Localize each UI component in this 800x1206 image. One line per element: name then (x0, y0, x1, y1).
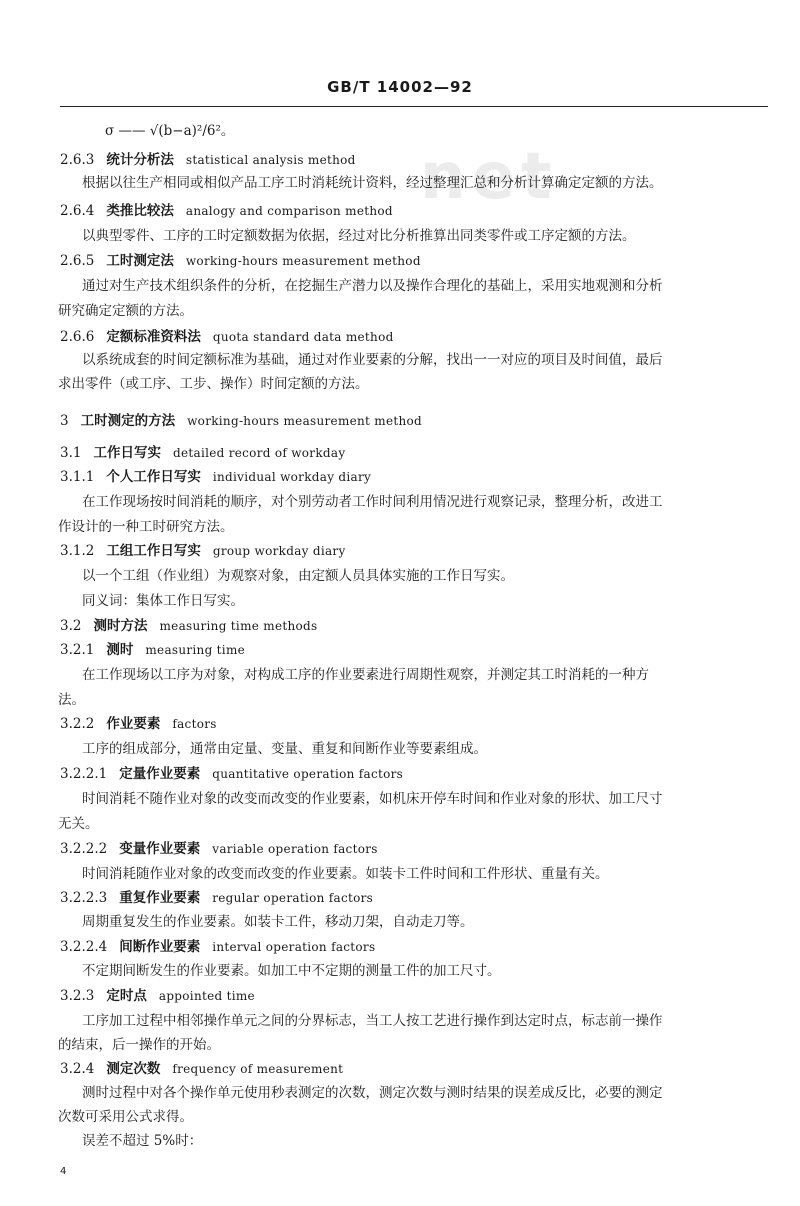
section-number: 3.1.1 (60, 469, 95, 485)
paragraph-line: 的结束，后一操作的开始。 (58, 1037, 220, 1053)
section-title-cn: 工时测定法 (106, 253, 174, 269)
section-number: 2.6.5 (60, 253, 95, 269)
section-number: 2.6.3 (60, 152, 95, 168)
section-title-en: frequency of measurement (172, 1062, 344, 1076)
section-title-en: statistical analysis method (185, 153, 356, 167)
formula-line: σ —— √(b−a)²/6²。 (105, 123, 235, 139)
section-heading (60, 328, 394, 346)
section-heading (60, 938, 375, 956)
paragraph-line: 工序加工过程中相邻操作单元之间的分界标志，当工人按工艺进行操作到达定时点，标志前一操作 (82, 1013, 663, 1029)
paragraph-line: 不定期间断发生的作业要素。如加工中不定期的测量工件的加工尺寸。 (82, 963, 501, 979)
section-title-en: detailed record of workday (172, 446, 346, 460)
section-title-en: interval operation factors (212, 940, 376, 954)
section-title-cn: 工作日写实 (93, 445, 161, 461)
paragraph-line: 误差不超过 5%时： (82, 1133, 203, 1149)
section-heading (60, 1060, 343, 1078)
section-title-cn: 工组工作日写实 (106, 543, 201, 559)
section-number: 3.2.4 (60, 1061, 95, 1077)
section-title-en: quota standard data method (212, 330, 394, 344)
section-title-en: appointed time (158, 989, 255, 1003)
section-number: 3.2.2 (60, 716, 95, 732)
section-title-en: group workday diary (212, 544, 346, 558)
paragraph-line: 作设计的一种工时研究方法。 (58, 519, 234, 535)
section-title-en: quantitative operation factors (212, 767, 404, 781)
section-title-cn: 测时 (106, 642, 134, 658)
section-title-cn: 测定次数 (106, 1061, 161, 1077)
section-title-cn: 间断作业要素 (119, 939, 201, 955)
section-heading (60, 444, 345, 462)
section-number: 2.6.4 (60, 203, 95, 219)
section-title-cn: 定额标准资料法 (106, 329, 201, 345)
section-number: 3.2 (60, 618, 82, 634)
section-number: 3.2.1 (60, 642, 95, 658)
section-heading (60, 252, 421, 270)
section-number: 3.2.2.2 (60, 841, 108, 857)
section-title-cn: 定时点 (106, 988, 147, 1004)
paragraph-line: 以系统成套的时间定额标准为基础，通过对作业要素的分解，找出一一对应的项目及时间值，最后 (82, 352, 663, 368)
watermark: net (420, 140, 558, 214)
section-title-en: analogy and comparison method (185, 204, 393, 218)
paragraph-line: 无关。 (58, 816, 99, 832)
section-heading (60, 765, 403, 783)
section-number: 2.6.6 (60, 329, 95, 345)
section-number: 3.1 (60, 445, 82, 461)
section-heading (60, 840, 378, 858)
section-title-en: factors (172, 717, 217, 731)
section-title-en: individual workday diary (212, 470, 372, 484)
section-number: 3.2.2.3 (60, 890, 108, 906)
paragraph-line: 时间消耗随作业对象的改变而改变的作业要素。如装卡工件时间和工件形状、重量有关。 (82, 866, 609, 882)
section-heading (60, 202, 393, 220)
section-number: 3 (60, 413, 69, 429)
section-heading (60, 641, 245, 659)
section-heading (60, 542, 346, 560)
section-title-cn: 测时方法 (93, 618, 148, 634)
paragraph-line: 根据以往生产相同或相似产品工序工时消耗统计资料，经过整理汇总和分析计算确定定额的方法。 (82, 175, 663, 191)
paragraph-line: 周期重复发生的作业要素。如装卡工件，移动刀架，自动走刀等。 (82, 914, 474, 930)
paragraph-line: 测时过程中对各个操作单元使用秒表测定的次数，测定次数与测时结果的误差成反比，必要的测定 (82, 1085, 663, 1101)
section-number: 3.2.2.4 (60, 939, 108, 955)
section-title-cn: 作业要素 (106, 716, 161, 732)
section-title-cn: 个人工作日写实 (106, 469, 201, 485)
section-heading (60, 987, 255, 1005)
paragraph-line: 以一个工组（作业组）为观察对象，由定额人员具体实施的工作日写实。 (82, 568, 514, 584)
section-title-en: working-hours measurement method (187, 414, 423, 428)
paragraph-line: 次数可采用公式求得。 (58, 1109, 193, 1125)
section-heading (60, 617, 317, 635)
paragraph-line: 以典型零件、工序的工时定额数据为依据，经过对比分析推算出同类零件或工序定额的方法。 (82, 228, 636, 244)
paragraph-line: 在工作现场按时间消耗的顺序，对个别劳动者工作时间利用情况进行观察记录，整理分析，改进工 (82, 494, 663, 510)
section-title-en: measuring time methods (159, 619, 318, 633)
section-title-en: measuring time (145, 643, 246, 657)
section-heading (60, 889, 373, 907)
section-title-en: regular operation factors (212, 891, 374, 905)
section-heading (60, 468, 371, 486)
paragraph-line: 求出零件（或工序、工步、操作）时间定额的方法。 (58, 376, 369, 392)
paragraph-line: 工序的组成部分，通常由定量、变量、重复和间断作业等要素组成。 (82, 741, 487, 757)
document-header: GB/T 14002—92 (327, 78, 473, 96)
section-title-en: variable operation factors (212, 842, 378, 856)
paragraph-line: 通过对生产技术组织条件的分析，在挖掘生产潜力以及操作合理化的基础上，采用实地观测和分析 (82, 278, 663, 294)
section-title-cn: 工时测定的方法 (80, 413, 176, 429)
paragraph-line: 时间消耗不随作业对象的改变而改变的作业要素，如机床开停车时间和作业对象的形状、加工尺寸 (82, 791, 663, 807)
section-title-cn: 类推比较法 (106, 203, 174, 219)
section-number: 3.2.2.1 (60, 766, 108, 782)
section-heading (60, 151, 356, 169)
section-heading (60, 715, 217, 733)
section-heading (60, 412, 422, 430)
section-title-cn: 统计分析法 (106, 152, 174, 168)
paragraph-line: 在工作现场以工序为对象，对构成工序的作业要素进行周期性观察，并测定其工时消耗的一种方 (82, 667, 649, 683)
paragraph-line: 同义词：集体工作日写实。 (82, 593, 244, 609)
section-title-en: working-hours measurement method (185, 254, 421, 268)
page-number: 4 (60, 1166, 67, 1177)
section-title-cn: 定量作业要素 (119, 766, 201, 782)
paragraph-line: 研究确定定额的方法。 (58, 303, 193, 319)
paragraph-line: 法。 (58, 692, 85, 708)
section-title-cn: 重复作业要素 (119, 890, 201, 906)
section-number: 3.1.2 (60, 543, 95, 559)
section-title-cn: 变量作业要素 (119, 841, 201, 857)
section-number: 3.2.3 (60, 988, 95, 1004)
